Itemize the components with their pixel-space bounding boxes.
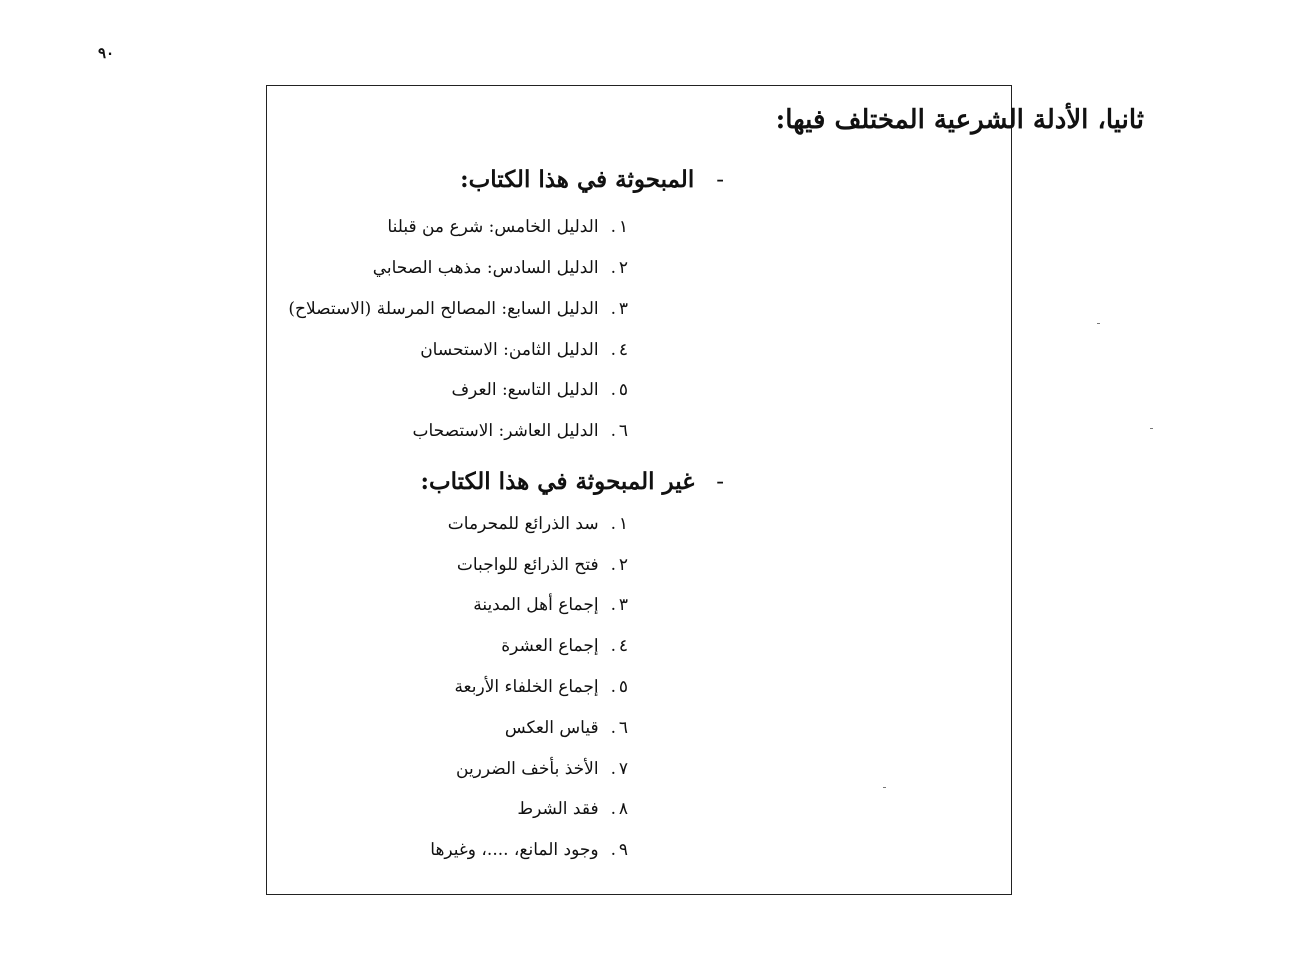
item-text: الدليل السادس: مذهب الصحابي	[372, 258, 599, 278]
item-text: الدليل الثامن: الاستحسان	[420, 340, 599, 360]
list-item: ١.الدليل الخامس: شرع من قبلنا	[387, 217, 628, 237]
list-item: ٢.فتح الذرائع للواجبات	[456, 555, 628, 575]
item-text: الدليل السابع: المصالح المرسلة (الاستصلاح)	[288, 299, 599, 319]
item-text: إجماع العشرة	[501, 636, 599, 656]
scan-speck	[1150, 428, 1153, 429]
section-heading-text: المبحوثة في هذا الكتاب:	[460, 166, 695, 193]
item-text: الدليل التاسع: العرف	[451, 380, 599, 400]
item-text: الدليل الخامس: شرع من قبلنا	[387, 217, 599, 237]
item-text: الأخذ بأخف الضررين	[456, 759, 599, 779]
list-item: ٧.الأخذ بأخف الضررين	[456, 759, 628, 779]
list-item: ٩.وجود المانع، ....، وغيرها	[430, 840, 628, 860]
list-item: ٥.الدليل التاسع: العرف	[451, 380, 628, 400]
item-number: ٣	[618, 299, 628, 319]
section-heading-not-researched	[420, 468, 724, 495]
list-item: ٢.الدليل السادس: مذهب الصحابي	[372, 258, 628, 278]
page-number: ٩٠	[98, 44, 115, 62]
item-number: ٦	[618, 421, 628, 441]
item-number: ٤	[618, 340, 628, 360]
section-dash: -	[716, 167, 724, 193]
item-number: ٧	[618, 759, 628, 779]
item-text: وجود المانع، ....، وغيرها	[430, 840, 599, 860]
item-text: إجماع أهل المدينة	[473, 595, 599, 615]
list-item: ٤.الدليل الثامن: الاستحسان	[420, 340, 628, 360]
item-number: ٩	[618, 840, 628, 860]
item-number: ٥	[618, 677, 628, 697]
item-text: فتح الذرائع للواجبات	[456, 555, 599, 575]
item-number: ٢	[618, 258, 628, 278]
item-number: ٣	[618, 595, 628, 615]
item-number: ٨	[618, 799, 628, 819]
item-number: ١	[618, 217, 628, 237]
section-heading-researched	[460, 166, 724, 193]
list-item: ٤.إجماع العشرة	[501, 636, 628, 656]
list-item: ٣.إجماع أهل المدينة	[473, 595, 628, 615]
item-number: ٦	[618, 718, 628, 738]
item-text: سد الذرائع للمحرمات	[447, 514, 599, 534]
list-item: ٣.الدليل السابع: المصالح المرسلة (الاستصلاح)	[288, 299, 628, 319]
scan-speck	[883, 787, 886, 788]
item-text: الدليل العاشر: الاستصحاب	[412, 421, 599, 441]
section-dash: -	[716, 469, 724, 495]
item-number: ١	[618, 514, 628, 534]
list-item: ٦.قياس العكس	[504, 718, 628, 738]
item-number: ٤	[618, 636, 628, 656]
item-text: فقد الشرط	[517, 799, 599, 819]
list-item: ٦.الدليل العاشر: الاستصحاب	[412, 421, 628, 441]
list-item: ٨.فقد الشرط	[517, 799, 628, 819]
list-item: ٥.إجماع الخلفاء الأربعة	[454, 677, 628, 697]
list-item: ١.سد الذرائع للمحرمات	[447, 514, 628, 534]
scan-speck	[1097, 323, 1100, 324]
page-title: ثانيا، الأدلة الشرعية المختلف فيها:	[775, 105, 1144, 135]
item-number: ٢	[618, 555, 628, 575]
section-heading-text: غير المبحوثة في هذا الكتاب:	[420, 468, 695, 495]
item-number: ٥	[618, 380, 628, 400]
item-text: قياس العكس	[504, 718, 599, 738]
item-text: إجماع الخلفاء الأربعة	[454, 677, 599, 697]
